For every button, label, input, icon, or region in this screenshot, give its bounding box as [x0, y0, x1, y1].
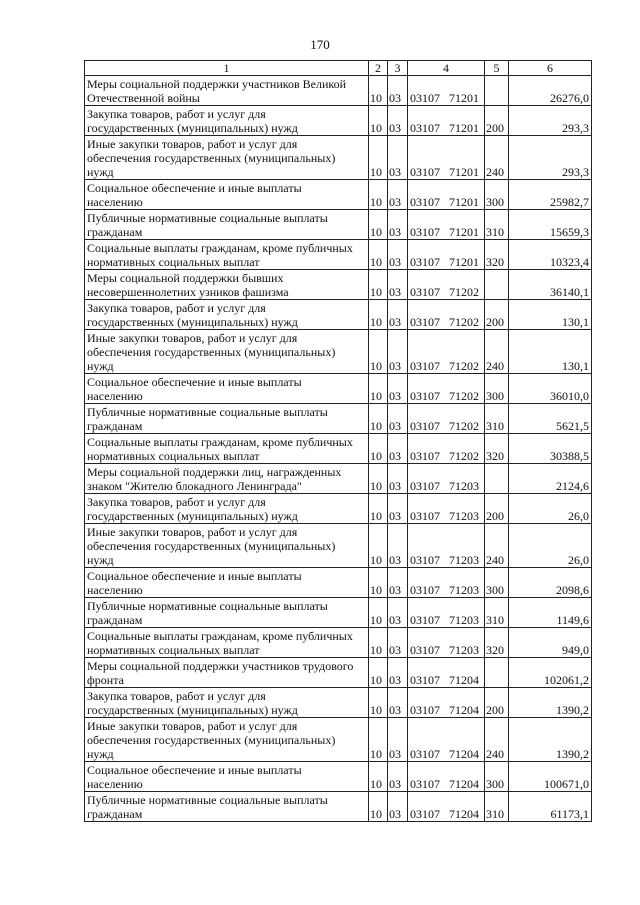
row-name-cell: Закупка товаров, работ и услуг для государственных (муниципальных) нужд — [85, 494, 369, 524]
target-article-cell: 03107 71204 — [408, 688, 485, 718]
table-row — [85, 240, 592, 270]
row-name-cell: Меры социальной поддержки бывших несовершеннолетних узников фашизма — [85, 270, 369, 300]
target-article-cell: 03107 71201 — [408, 76, 485, 106]
expense-type-cell: 300 — [485, 762, 509, 792]
section-cell: 10 — [369, 270, 388, 300]
subsection-cell: 03 — [388, 76, 408, 106]
table-row — [85, 76, 592, 106]
subsection-cell: 03 — [388, 494, 408, 524]
row-name-cell: Социальное обеспечение и иные выплаты населению — [85, 568, 369, 598]
table-row — [85, 374, 592, 404]
table-row — [85, 180, 592, 210]
amount-cell: 25982,7 — [509, 180, 592, 210]
target-article-cell: 03107 71202 — [408, 404, 485, 434]
target-article-cell: 03107 71203 — [408, 598, 485, 628]
section-cell: 10 — [369, 688, 388, 718]
budget-table — [84, 60, 592, 822]
section-cell: 10 — [369, 762, 388, 792]
amount-cell: 5621,5 — [509, 404, 592, 434]
table-row — [85, 718, 592, 762]
target-article-cell: 03107 71201 — [408, 136, 485, 180]
amount-cell: 100671,0 — [509, 762, 592, 792]
amount-cell: 26276,0 — [509, 76, 592, 106]
expense-type-cell: 320 — [485, 240, 509, 270]
section-cell: 10 — [369, 598, 388, 628]
amount-cell: 2098,6 — [509, 568, 592, 598]
section-cell: 10 — [369, 464, 388, 494]
row-name-cell: Иные закупки товаров, работ и услуг для обеспечения государственных (муниципальных) нужд — [85, 524, 369, 568]
table-row — [85, 300, 592, 330]
table-row — [85, 136, 592, 180]
expense-type-cell: 200 — [485, 494, 509, 524]
expense-type-cell: 310 — [485, 210, 509, 240]
target-article-cell: 03107 71202 — [408, 300, 485, 330]
header-cell-3: 3 — [388, 61, 408, 76]
amount-cell: 102061,2 — [509, 658, 592, 688]
subsection-cell: 03 — [388, 106, 408, 136]
row-name-cell: Социальное обеспечение и иные выплаты населению — [85, 180, 369, 210]
row-name-cell: Меры социальной поддержки участников трудового фронта — [85, 658, 369, 688]
subsection-cell: 03 — [388, 792, 408, 822]
expense-type-cell — [485, 658, 509, 688]
table-row — [85, 598, 592, 628]
amount-cell: 26,0 — [509, 524, 592, 568]
row-name-cell: Публичные нормативные социальные выплаты гражданам — [85, 598, 369, 628]
expense-type-cell: 240 — [485, 718, 509, 762]
table-row — [85, 524, 592, 568]
target-article-cell: 03107 71202 — [408, 270, 485, 300]
table-row — [85, 330, 592, 374]
table-row — [85, 494, 592, 524]
target-article-cell: 03107 71203 — [408, 464, 485, 494]
subsection-cell: 03 — [388, 762, 408, 792]
page-number: 170 — [310, 37, 330, 52]
subsection-cell: 03 — [388, 628, 408, 658]
amount-cell: 949,0 — [509, 628, 592, 658]
amount-cell: 61173,1 — [509, 792, 592, 822]
amount-cell: 293,3 — [509, 106, 592, 136]
section-cell: 10 — [369, 568, 388, 598]
subsection-cell: 03 — [388, 270, 408, 300]
row-name-cell: Социальное обеспечение и иные выплаты населению — [85, 374, 369, 404]
row-name-cell: Меры социальной поддержки участников Великой Отечественной войны — [85, 76, 369, 106]
expense-type-cell: 300 — [485, 180, 509, 210]
section-cell: 10 — [369, 374, 388, 404]
table-row — [85, 464, 592, 494]
table-row — [85, 568, 592, 598]
subsection-cell: 03 — [388, 524, 408, 568]
subsection-cell: 03 — [388, 598, 408, 628]
table-row — [85, 762, 592, 792]
section-cell: 10 — [369, 434, 388, 464]
amount-cell: 130,1 — [509, 330, 592, 374]
expense-type-cell: 240 — [485, 330, 509, 374]
section-cell: 10 — [369, 240, 388, 270]
expense-type-cell — [485, 76, 509, 106]
section-cell: 10 — [369, 180, 388, 210]
subsection-cell: 03 — [388, 210, 408, 240]
expense-type-cell: 310 — [485, 792, 509, 822]
subsection-cell: 03 — [388, 464, 408, 494]
section-cell: 10 — [369, 792, 388, 822]
section-cell: 10 — [369, 76, 388, 106]
amount-cell: 26,0 — [509, 494, 592, 524]
section-cell: 10 — [369, 524, 388, 568]
table-row — [85, 688, 592, 718]
header-row — [85, 61, 592, 76]
table-row — [85, 270, 592, 300]
target-article-cell: 03107 71203 — [408, 628, 485, 658]
amount-cell: 2124,6 — [509, 464, 592, 494]
subsection-cell: 03 — [388, 404, 408, 434]
section-cell: 10 — [369, 330, 388, 374]
section-cell: 10 — [369, 210, 388, 240]
target-article-cell: 03107 71201 — [408, 210, 485, 240]
subsection-cell: 03 — [388, 434, 408, 464]
expense-type-cell — [485, 270, 509, 300]
amount-cell: 30388,5 — [509, 434, 592, 464]
expense-type-cell: 200 — [485, 688, 509, 718]
expense-type-cell: 320 — [485, 434, 509, 464]
amount-cell: 1149,6 — [509, 598, 592, 628]
row-name-cell: Иные закупки товаров, работ и услуг для обеспечения государственных (муниципальных) нужд — [85, 330, 369, 374]
target-article-cell: 03107 71201 — [408, 180, 485, 210]
subsection-cell: 03 — [388, 300, 408, 330]
section-cell: 10 — [369, 494, 388, 524]
amount-cell: 1390,2 — [509, 688, 592, 718]
row-name-cell: Публичные нормативные социальные выплаты гражданам — [85, 404, 369, 434]
table-row — [85, 792, 592, 822]
row-name-cell: Меры социальной поддержки лиц, награжденных знаком "Жителю блокадного Ленинграда" — [85, 464, 369, 494]
expense-type-cell: 200 — [485, 106, 509, 136]
target-article-cell: 03107 71203 — [408, 524, 485, 568]
row-name-cell: Иные закупки товаров, работ и услуг для обеспечения государственных (муниципальных) нужд — [85, 718, 369, 762]
expense-type-cell: 320 — [485, 628, 509, 658]
subsection-cell: 03 — [388, 330, 408, 374]
amount-cell: 15659,3 — [509, 210, 592, 240]
header-cell-4: 4 — [408, 61, 485, 76]
section-cell: 10 — [369, 300, 388, 330]
row-name-cell: Социальные выплаты гражданам, кроме публичных нормативных социальных выплат — [85, 434, 369, 464]
section-cell: 10 — [369, 136, 388, 180]
header-cell-1: 1 — [85, 61, 369, 76]
table-row — [85, 210, 592, 240]
row-name-cell: Социальное обеспечение и иные выплаты населению — [85, 762, 369, 792]
expense-type-cell: 240 — [485, 524, 509, 568]
expense-type-cell: 310 — [485, 404, 509, 434]
expense-type-cell — [485, 464, 509, 494]
expense-type-cell: 300 — [485, 374, 509, 404]
target-article-cell: 03107 71201 — [408, 240, 485, 270]
header-cell-2: 2 — [369, 61, 388, 76]
target-article-cell: 03107 71203 — [408, 494, 485, 524]
section-cell: 10 — [369, 106, 388, 136]
row-name-cell: Закупка товаров, работ и услуг для государственных (муниципальных) нужд — [85, 688, 369, 718]
target-article-cell: 03107 71201 — [408, 106, 485, 136]
row-name-cell: Закупка товаров, работ и услуг для государственных (муниципальных) нужд — [85, 106, 369, 136]
subsection-cell: 03 — [388, 688, 408, 718]
table-row — [85, 404, 592, 434]
subsection-cell: 03 — [388, 658, 408, 688]
table-row — [85, 658, 592, 688]
section-cell: 10 — [369, 628, 388, 658]
subsection-cell: 03 — [388, 374, 408, 404]
target-article-cell: 03107 71202 — [408, 330, 485, 374]
target-article-cell: 03107 71204 — [408, 658, 485, 688]
subsection-cell: 03 — [388, 240, 408, 270]
expense-type-cell: 310 — [485, 598, 509, 628]
expense-type-cell: 200 — [485, 300, 509, 330]
target-article-cell: 03107 71204 — [408, 792, 485, 822]
amount-cell: 36010,0 — [509, 374, 592, 404]
section-cell: 10 — [369, 718, 388, 762]
row-name-cell: Закупка товаров, работ и услуг для государственных (муниципальных) нужд — [85, 300, 369, 330]
table-row — [85, 106, 592, 136]
row-name-cell: Иные закупки товаров, работ и услуг для обеспечения государственных (муниципальных) нужд — [85, 136, 369, 180]
amount-cell: 293,3 — [509, 136, 592, 180]
subsection-cell: 03 — [388, 136, 408, 180]
amount-cell: 130,1 — [509, 300, 592, 330]
amount-cell: 10323,4 — [509, 240, 592, 270]
target-article-cell: 03107 71204 — [408, 718, 485, 762]
target-article-cell: 03107 71204 — [408, 762, 485, 792]
expense-type-cell: 300 — [485, 568, 509, 598]
amount-cell: 36140,1 — [509, 270, 592, 300]
row-name-cell: Социальные выплаты гражданам, кроме публичных нормативных социальных выплат — [85, 628, 369, 658]
subsection-cell: 03 — [388, 180, 408, 210]
row-name-cell: Публичные нормативные социальные выплаты гражданам — [85, 210, 369, 240]
table-row — [85, 628, 592, 658]
target-article-cell: 03107 71202 — [408, 374, 485, 404]
subsection-cell: 03 — [388, 568, 408, 598]
row-name-cell: Публичные нормативные социальные выплаты гражданам — [85, 792, 369, 822]
section-cell: 10 — [369, 404, 388, 434]
section-cell: 10 — [369, 658, 388, 688]
subsection-cell: 03 — [388, 718, 408, 762]
header-cell-5: 5 — [485, 61, 509, 76]
row-name-cell: Социальные выплаты гражданам, кроме публичных нормативных социальных выплат — [85, 240, 369, 270]
expense-type-cell: 240 — [485, 136, 509, 180]
header-cell-6: 6 — [509, 61, 592, 76]
amount-cell: 1390,2 — [509, 718, 592, 762]
target-article-cell: 03107 71202 — [408, 434, 485, 464]
table-row — [85, 434, 592, 464]
target-article-cell: 03107 71203 — [408, 568, 485, 598]
